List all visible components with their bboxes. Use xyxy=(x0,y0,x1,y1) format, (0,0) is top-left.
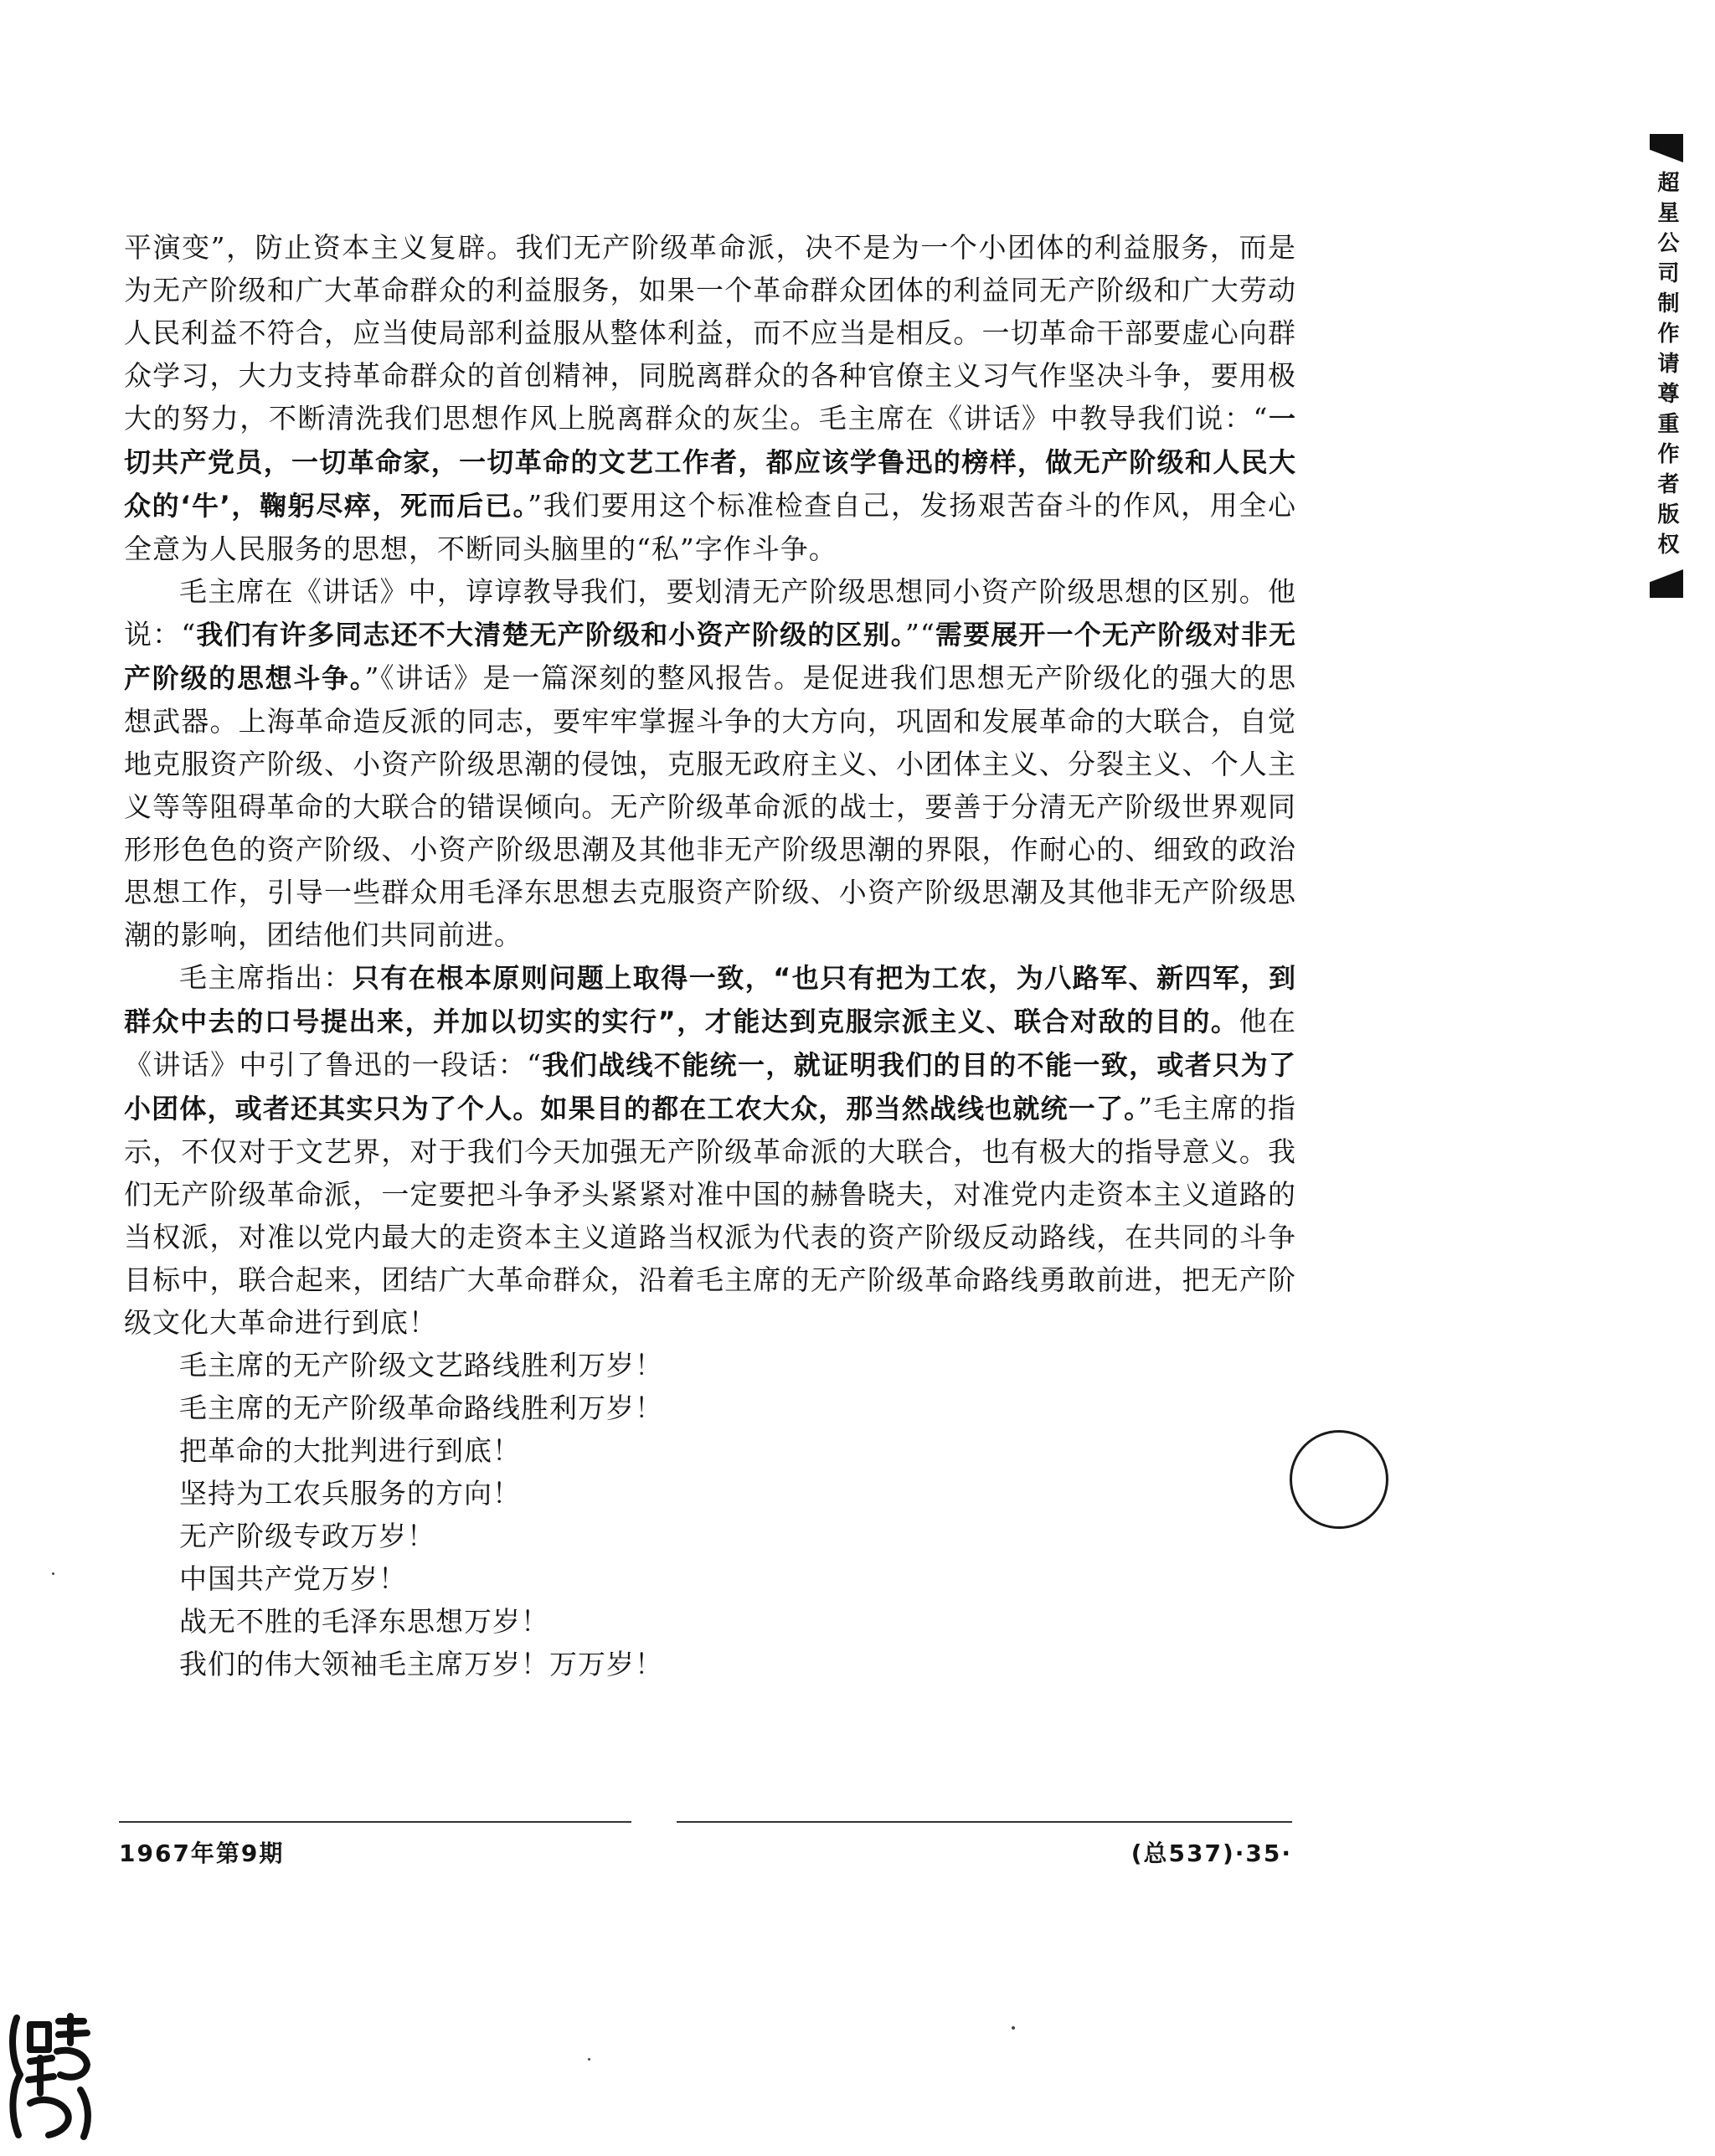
scan-speck xyxy=(588,2058,590,2061)
article-body xyxy=(124,226,1296,1685)
footer-page-number: (总537)·35· xyxy=(1130,1840,1292,1867)
bold-quote-run: 需要展开一个无产阶级对非无产阶级的思想斗争。 xyxy=(124,619,1296,694)
hole-punch-circle xyxy=(1290,1430,1388,1529)
copyright-side-notice xyxy=(1648,134,1687,598)
slogan-line: 战无不胜的毛泽东思想万岁！ xyxy=(179,1605,549,1638)
bold-quote-run: 我们有许多同志还不大清楚无产阶级和小资产阶级的区别。 xyxy=(196,619,905,651)
text-run: 毛主席指出： xyxy=(179,961,353,994)
text-run: 平演变”，防止资本主义复辟。我们无产阶级革命派，决不是为一个小团体的利益服务，而是为无产阶级和广大革命群众的利益服务，如果一个革命群众团体的利益同无产阶级和广大劳动人民利益不符合，应当使局部利益服从整体利益，而不应当是相反。一切革命干部要虚心向群众学习，大力支持革命群众的首创精神，同脱离群众的各种官僚主义习气作坚决斗争，要用极大的努力，不断清洗我们思想作风上脱离群众的灰尘。毛主席在《讲话》中教导我们说：“ xyxy=(124,231,1296,435)
text-run: 毛主席在《讲话》中，谆谆教导我们，要划清无产阶级思想同小资产阶级思想的区别。他说：“ xyxy=(124,575,1296,651)
article-paragraph xyxy=(124,226,1296,570)
side-bar-top-mark xyxy=(1650,134,1683,162)
footer-rule-left xyxy=(119,1821,631,1823)
slogan-line: 毛主席的无产阶级革命路线胜利万岁！ xyxy=(179,1392,663,1424)
slogan-line: 把革命的大批判进行到底！ xyxy=(179,1434,521,1467)
footer-rule-right xyxy=(677,1821,1292,1823)
text-run: ”毛主席的指示，不仅对于文艺界，对于我们今天加强无产阶级革命派的大联合，也有极大的指导意义。我们无产阶级革命派，一定要把斗争矛头紧紧对准中国的赫鲁晓夫，对准党内走资本主义道路的当权派，对准以党内最大的走资本主义道路当权派为代表的资产阶级反动路线，在共同的斗争目标中，联合起来，团结广大革命群众，沿着毛主席的无产阶级革命路线勇敢前进，把无产阶级文化大革命进行到底！ xyxy=(124,1092,1296,1339)
article-paragraph xyxy=(124,956,1296,1344)
text-run: ”我们要用这个标准检查自己，发扬艰苦奋斗的作风，用全心全意为人民服务的思想，不断同头脑里的“私”字作斗争。 xyxy=(124,489,1296,565)
paragraph-list xyxy=(124,226,1296,1344)
slogan-line: 坚持为工农兵服务的方向！ xyxy=(179,1477,521,1510)
side-notice-text: 超星公司制作请尊重作者版权 xyxy=(1654,171,1679,563)
library-seal-stamp xyxy=(5,2009,99,2143)
bold-quote-run: 一切共产党员，一切革命家，一切革命的文艺工作者，都应该学鲁迅的榜样，做无产阶级和人民大众的‘牛’，鞠躬尽瘁，死而后已。 xyxy=(124,403,1296,522)
slogan-line: 毛主席的无产阶级文艺路线胜利万岁！ xyxy=(179,1349,663,1382)
text-run: ”《讲话》是一篇深刻的整风报告。是促进我们思想无产阶级化的强大的思想武器。上海革命造反派的同志，要牢牢掌握斗争的大方向，巩固和发展革命的大联合，自觉地克服资产阶级、小资产阶级思潮的侵蚀，克服无政府主义、小团体主义、分裂主义、个人主义等等阻碍革命的大联合的错误倾向。无产阶级革命派的战士，要善于分清无产阶级世界观同形形色色的资产阶级、小资产阶级思潮及其他非无产阶级思潮的界限，作耐心的、细致的政治思想工作，引导一些群众用毛泽东思想去克服资产阶级、小资产阶级思潮及其他非无产阶级思潮的影响，团结他们共同前进。 xyxy=(124,661,1296,951)
scan-speck xyxy=(1012,2026,1015,2030)
article-paragraph xyxy=(124,570,1296,956)
scan-speck xyxy=(52,1572,54,1575)
text-run: ”“ xyxy=(904,618,935,651)
bold-quote-run: 只有在根本原则问题上取得一致，“也只有把为工农，为八路军、新四军，到群众中去的口号提出来，并加以切实的实行”，才能达到克服宗派主义、联合对敌的目的。 xyxy=(124,962,1296,1037)
side-bar-bottom-mark xyxy=(1650,569,1683,598)
slogan-line: 中国共产党万岁！ xyxy=(179,1562,407,1595)
slogan-line: 我们的伟大领袖毛主席万岁！万万岁！ xyxy=(179,1648,663,1680)
slogan-list xyxy=(124,1344,1296,1685)
bold-quote-run: 我们战线不能统一，就证明我们的目的不能一致，或者只为了小团体，或者还其实只为了个人。如果目的都在工农大众，那当然战线也就统一了。 xyxy=(124,1049,1296,1124)
text-run: 他在《讲话》中引了鲁迅的一段话：“ xyxy=(124,1005,1296,1081)
slogan-line: 无产阶级专政万岁！ xyxy=(179,1520,435,1552)
footer-issue: 1967年第9期 xyxy=(119,1840,285,1867)
